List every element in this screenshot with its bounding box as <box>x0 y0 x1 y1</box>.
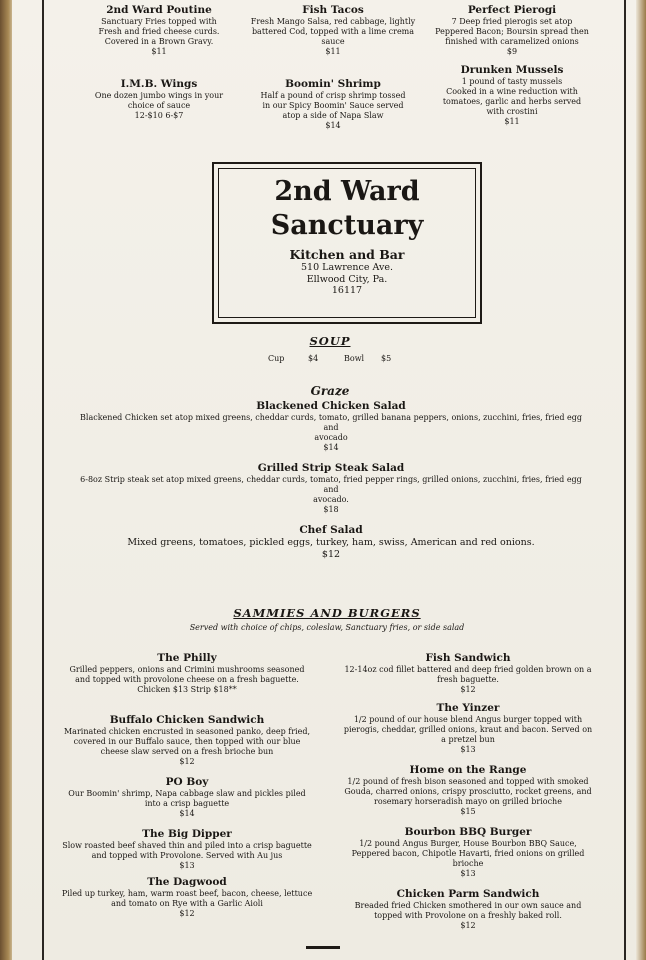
item-price: $13 <box>460 745 476 754</box>
item-desc-line: in our Spicy Boomin' Sauce served <box>262 101 404 110</box>
item-desc-line: into a crisp baguette <box>144 799 230 808</box>
menu-item-big-dipper <box>56 828 318 871</box>
item-desc-line: tomatoes, garlic and herbs served <box>442 97 582 106</box>
restaurant-name-line2: Sanctuary <box>270 210 424 241</box>
sammies-subtitle: Served with choice of chips, coleslaw, Sanctuary fries, or side salad <box>189 623 465 632</box>
item-price: $18 <box>323 505 339 514</box>
item-desc-line: choice of sauce <box>127 101 191 110</box>
item-price: 12-$10 6-$7 <box>134 111 184 120</box>
item-desc-line: Gouda, charred onions, crispy prosciutto, rocket greens, and <box>344 787 592 796</box>
item-desc-line: pierogis, cheddar, grilled onions, kraut and bacon. Served on <box>343 725 593 734</box>
menu-item-blackened-chicken-salad <box>76 400 586 453</box>
item-price: $15 <box>460 807 476 816</box>
item-desc-line: 1/2 pound of fresh bison seasoned and topped with smoked <box>347 777 589 786</box>
item-desc-line: 1 pound of tasty mussels <box>461 77 563 86</box>
logo-inner-frame <box>218 168 476 318</box>
item-desc-line: Grilled peppers, onions and Crimini mushrooms seasoned <box>69 665 305 674</box>
item-price: $12 <box>460 921 476 930</box>
item-desc-line: One dozen jumbo wings in your <box>94 91 224 100</box>
restaurant-name-line1: 2nd Ward <box>274 176 420 207</box>
menu-item-the-yinzer <box>340 702 596 755</box>
item-desc-line: avocado. <box>313 495 349 504</box>
item-name: Grilled Strip Steak Salad <box>257 462 405 474</box>
item-desc-line: Marinated chicken encrusted in seasoned panko, deep fried, <box>63 727 310 736</box>
item-price: $13 <box>460 869 476 878</box>
menu-item-boomin-shrimp <box>248 78 418 131</box>
item-desc-line: brioche <box>452 859 484 868</box>
item-desc-line: and topped with Provolone. Served with Au jus <box>91 851 283 860</box>
item-desc-line: Fresh Mango Salsa, red cabbage, lightly <box>250 17 416 26</box>
menu-page <box>12 0 636 960</box>
item-name: Boomin' Shrimp <box>285 78 381 90</box>
item-desc-line: Peppered bacon, Chipotle Havarti, fried onions on grilled <box>351 849 585 858</box>
item-desc-line: Piled up turkey, ham, warm roast beef, bacon, cheese, lettuce <box>61 889 313 898</box>
item-name: Fish Sandwich <box>425 652 511 664</box>
menu-item-fish-sandwich <box>340 652 596 695</box>
address-zip: 16117 <box>331 285 363 296</box>
item-desc-line: finished with caramelized onions <box>445 37 579 46</box>
item-desc-line: 12-14oz cod fillet battered and deep fried golden brown on a <box>344 665 592 674</box>
menu-item-bourbon-bbq-burger <box>340 826 596 879</box>
soup-bowl-label: Bowl <box>344 354 365 363</box>
item-price: $13 <box>179 861 195 870</box>
restaurant-subtitle: Kitchen and Bar <box>289 247 405 262</box>
left-border-line <box>42 0 44 960</box>
item-desc-line: Covered in a Brown Gravy. <box>104 37 214 46</box>
bottom-divider <box>306 946 340 949</box>
item-desc-line: 1/2 pound Angus Burger, House Bourbon BBQ Sauce, <box>359 839 577 848</box>
menu-item-strip-steak-salad <box>76 462 586 515</box>
item-name: Buffalo Chicken Sandwich <box>109 714 265 726</box>
item-desc-line: covered in our Buffalo sauce, then topped with our blue <box>73 737 301 746</box>
menu-item-po-boy <box>56 776 318 819</box>
item-desc-line: Breaded fried Chicken smothered in our own sauce and <box>354 901 582 910</box>
item-name: Fish Tacos <box>302 4 364 16</box>
right-border-line <box>624 0 626 960</box>
item-desc-line: avocado <box>314 433 348 442</box>
soup-heading: SOUP <box>309 334 351 348</box>
item-desc-line: atop a side of Napa Slaw <box>282 111 384 120</box>
menu-item-drunken-mussels <box>427 64 597 127</box>
item-price: $12 <box>179 757 195 766</box>
item-desc-line: Peppered Bacon; Boursin spread then <box>435 27 589 36</box>
item-price: $14 <box>323 443 339 452</box>
item-name: The Big Dipper <box>142 828 232 840</box>
item-desc-line: with crostini <box>486 107 538 116</box>
menu-item-home-on-the-range <box>340 764 596 817</box>
item-name: The Dagwood <box>147 876 227 888</box>
item-name: Drunken Mussels <box>460 64 564 76</box>
item-price: $11 <box>504 117 520 126</box>
menu-item-chef-salad <box>76 524 586 561</box>
item-desc-line: fresh baguette. <box>437 675 499 684</box>
soup-cup-label: Cup <box>268 354 285 363</box>
item-name: 2nd Ward Poutine <box>106 4 212 16</box>
item-name: Chef Salad <box>299 524 363 536</box>
sammies-heading: SAMMIES AND BURGERS <box>233 606 421 620</box>
menu-item-perfect-pierogi <box>427 4 597 57</box>
menu-item-poutine <box>84 4 234 57</box>
item-name: Blackened Chicken Salad <box>256 400 406 412</box>
item-name: PO Boy <box>165 776 209 788</box>
soup-bowl-price: $5 <box>381 354 392 363</box>
item-desc-line: battered Cod, topped with a lime crema <box>251 27 415 36</box>
item-price: $12 <box>460 685 476 694</box>
item-desc-line: 6-8oz Strip steak set atop mixed greens, cheddar curds, tomato, fried pepper rings, grilled onions, zucchini, fries, fried egg and <box>80 475 582 494</box>
item-price: $14 <box>179 809 195 818</box>
item-price: $9 <box>506 47 518 56</box>
soup-cup-price: $4 <box>308 354 319 363</box>
menu-item-imb-wings <box>84 78 234 121</box>
item-desc-line: 1/2 pound of our house blend Angus burger topped with <box>353 715 583 724</box>
item-name: Bourbon BBQ Burger <box>404 826 532 838</box>
item-price: $11 <box>151 47 167 56</box>
item-name: I.M.B. Wings <box>120 78 198 90</box>
item-desc-line: sauce <box>321 37 345 46</box>
graze-heading: Graze <box>310 384 350 398</box>
item-name: Chicken Parm Sandwich <box>396 888 540 900</box>
item-desc-line: Mixed greens, tomatoes, pickled eggs, turkey, ham, swiss, American and red onions. <box>127 537 535 548</box>
menu-item-the-philly <box>56 652 318 695</box>
item-desc-line: Sanctuary Fries topped with <box>101 17 217 26</box>
item-desc-line: Slow roasted beef shaved thin and piled into a crisp baguette <box>62 841 312 850</box>
item-desc-line: topped with Provolone on a freshly baked roll. <box>374 911 562 920</box>
restaurant-logo-box <box>212 162 482 324</box>
item-desc-line: Fresh and fried cheese curds. <box>98 27 220 36</box>
item-desc-line: Blackened Chicken set atop mixed greens, cheddar curds, tomato, grilled banana peppers, onions, zucchini, fries, fried egg and <box>80 413 582 432</box>
table-edge-right <box>636 0 646 960</box>
item-desc-line: 7 Deep fried pierogis set atop <box>451 17 573 26</box>
item-desc-line: Our Boomin' shrimp, Napa cabbage slaw and pickles piled <box>68 789 306 798</box>
item-desc-line: and tomato on Rye with a Garlic Aioli <box>111 899 263 908</box>
menu-item-the-dagwood <box>56 876 318 919</box>
item-price: $11 <box>325 47 341 56</box>
item-desc-line: a pretzel bun <box>441 735 495 744</box>
menu-item-chicken-parm-sandwich <box>340 888 596 931</box>
address-city: Ellwood City, Pa. <box>306 273 388 285</box>
item-name: Perfect Pierogi <box>467 4 557 16</box>
item-name: The Yinzer <box>436 702 500 714</box>
menu-item-buffalo-chicken-sandwich <box>56 714 318 767</box>
item-desc-line: cheese slaw served on a fresh brioche bun <box>100 747 274 756</box>
item-desc-line: rosemary horseradish mayo on grilled brioche <box>374 797 562 806</box>
item-desc-line: Half a pound of crisp shrimp tossed <box>260 91 406 100</box>
item-desc-line: Cooked in a wine reduction with <box>446 87 578 96</box>
address-street: 510 Lawrence Ave. <box>301 262 393 273</box>
item-price: $12 <box>179 909 195 918</box>
item-name: The Philly <box>157 652 217 664</box>
item-price: $14 <box>325 121 341 130</box>
item-desc-line: and topped with provolone cheese on a fresh baguette. <box>75 675 299 684</box>
item-desc-line: Chicken $13 Strip $18** <box>137 685 237 694</box>
menu-item-fish-tacos <box>248 4 418 57</box>
item-price: $12 <box>321 549 341 560</box>
item-name: Home on the Range <box>409 764 527 776</box>
